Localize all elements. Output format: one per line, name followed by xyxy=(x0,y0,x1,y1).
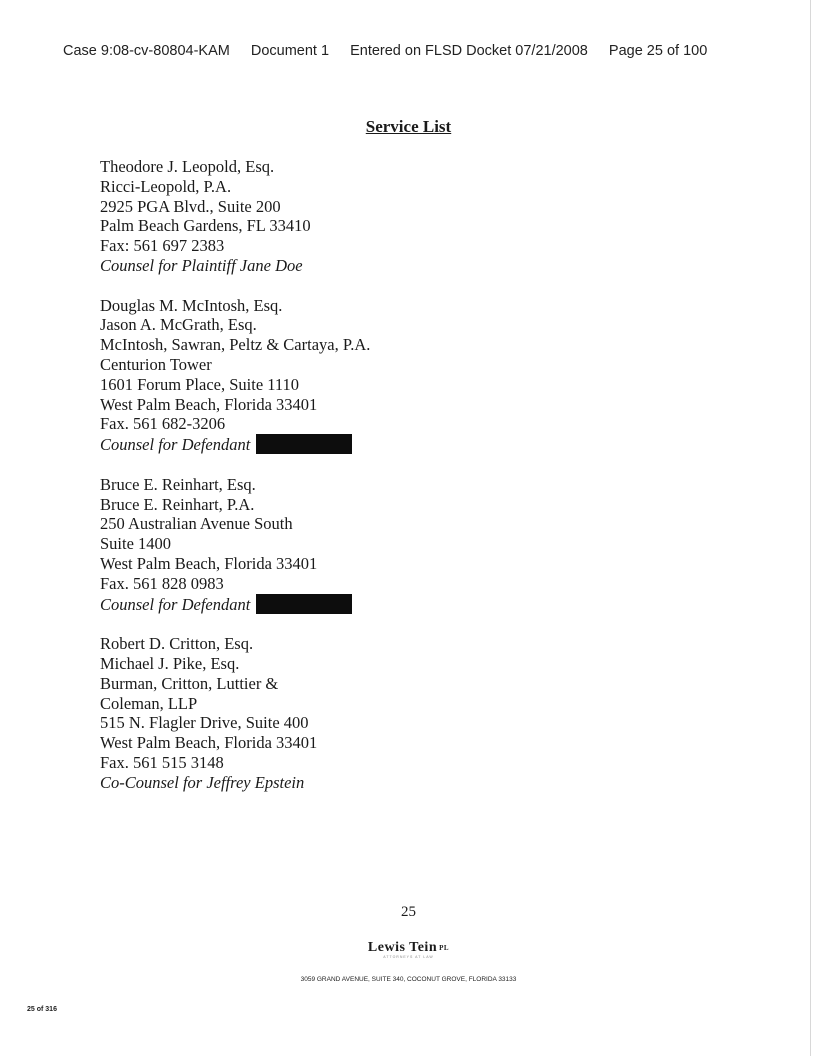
firm-logo xyxy=(0,940,817,956)
counsel-role xyxy=(100,594,370,615)
contact-block xyxy=(100,157,370,276)
contact-line: Centurion Tower xyxy=(100,354,212,374)
contact-line: Bruce E. Reinhart, P.A. xyxy=(100,494,255,514)
docket-entry-date: Entered on FLSD Docket 07/21/2008 xyxy=(350,43,588,59)
firm-suffix: PL xyxy=(439,944,450,952)
contact-line: Bruce E. Reinhart, Esq. xyxy=(100,474,256,494)
contact-line: West Palm Beach, Florida 33401 xyxy=(100,394,318,414)
contact-line: Suite 1400 xyxy=(100,534,172,554)
firm-name: Lewis Tein xyxy=(367,940,438,955)
contact-block xyxy=(100,634,370,792)
contact-line: 250 Australian Avenue South xyxy=(100,514,293,534)
contact-line: 1601 Forum Place, Suite 1110 xyxy=(100,374,300,394)
contact-line: Michael J. Pike, Esq. xyxy=(100,653,240,673)
counsel-role xyxy=(100,434,370,455)
firm-tagline: ATTORNEYS AT LAW xyxy=(383,955,434,959)
counsel-role xyxy=(100,256,370,276)
contact-block xyxy=(100,296,370,455)
document-number: Document 1 xyxy=(250,43,330,59)
firm-address: 3059 GRAND AVENUE, SUITE 340, COCONUT GROVE, FLORIDA 33133 xyxy=(300,976,517,983)
contact-line: 2925 PGA Blvd., Suite 200 xyxy=(100,196,281,216)
counsel-role-text: Co-Counsel for Jeffrey Epstein xyxy=(100,772,305,792)
contact-line: Jason A. McGrath, Esq. xyxy=(100,315,257,335)
docket-header xyxy=(63,43,707,59)
counsel-role xyxy=(100,773,370,793)
contact-line: Theodore J. Leopold, Esq. xyxy=(100,157,275,176)
contact-line: McIntosh, Sawran, Peltz & Cartaya, P.A. xyxy=(100,335,371,355)
case-number: Case 9:08-cv-80804-KAM xyxy=(63,43,230,59)
docket-page-count: Page 25 of 100 xyxy=(608,43,708,59)
page-title: Service List xyxy=(365,117,452,136)
contact-line: Fax. 561 828 0983 xyxy=(100,573,224,593)
counsel-role-text: Counsel for Defendant xyxy=(100,435,251,455)
contact-line: Robert D. Critton, Esq. xyxy=(100,634,254,654)
contact-line: Douglas M. McIntosh, Esq. xyxy=(100,295,283,315)
contact-line: Burman, Critton, Luttier & xyxy=(100,673,279,693)
contact-line: Fax. 561 682-3206 xyxy=(100,414,226,434)
counsel-role-text: Counsel for Defendant xyxy=(100,594,251,614)
service-list xyxy=(100,157,370,812)
contact-line: Ricci-Leopold, P.A. xyxy=(100,176,232,196)
contact-block xyxy=(100,475,370,615)
contact-line: Coleman, LLP xyxy=(100,693,198,713)
contact-line: West Palm Beach, Florida 33401 xyxy=(100,553,318,573)
counsel-role-text: Counsel for Plaintiff Jane Doe xyxy=(100,255,303,275)
page-number: 25 xyxy=(401,904,416,920)
contact-line: Fax. 561 515 3148 xyxy=(100,752,224,772)
contact-line: Fax: 561 697 2383 xyxy=(100,236,225,256)
redaction-block xyxy=(256,434,352,454)
redaction-block xyxy=(256,594,352,614)
bates-number: 25 of 316 xyxy=(27,1006,57,1013)
page-edge-line xyxy=(810,0,811,1056)
contact-line: 515 N. Flagler Drive, Suite 400 xyxy=(100,713,309,733)
contact-line: West Palm Beach, Florida 33401 xyxy=(100,733,318,753)
contact-line: Palm Beach Gardens, FL 33410 xyxy=(100,216,311,236)
